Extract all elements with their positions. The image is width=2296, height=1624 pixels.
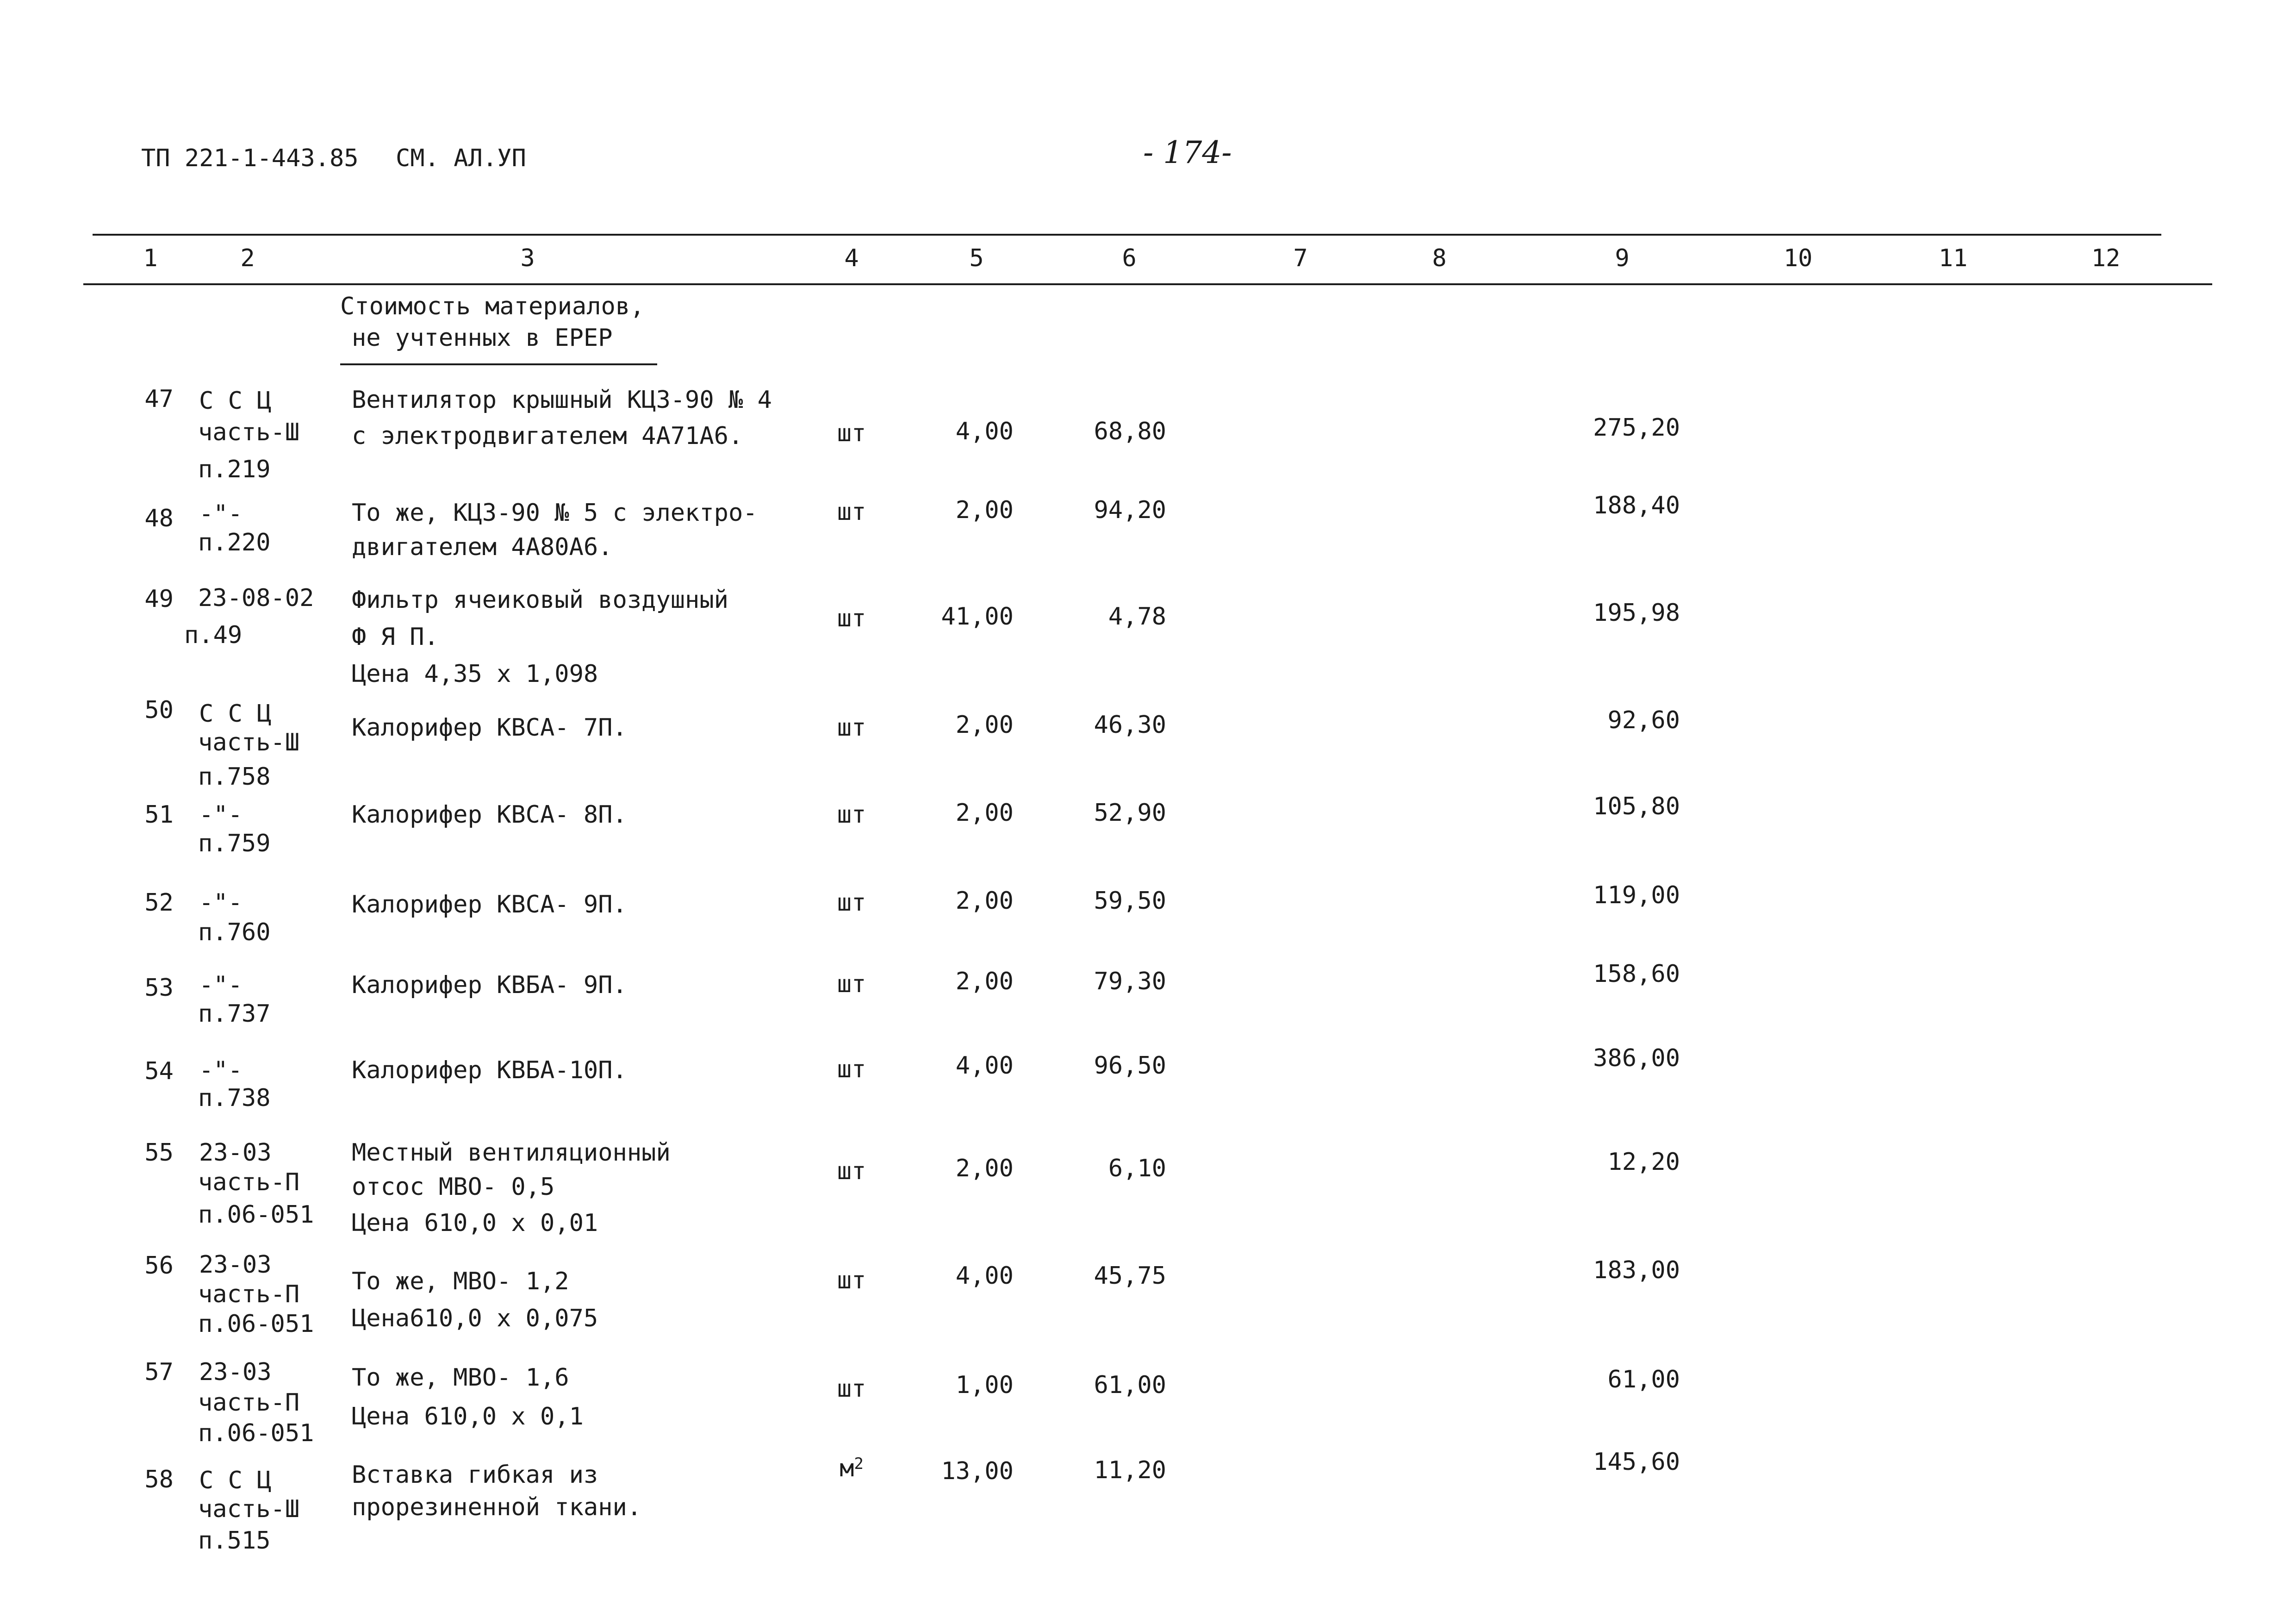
unit-price: 94,20 xyxy=(1094,496,1166,524)
row-number: 47 xyxy=(144,385,174,413)
price-reference: 23-03 xyxy=(199,1358,272,1386)
price-reference: п.758 xyxy=(198,763,271,791)
item-description: Цена 610,0 х 0,1 xyxy=(352,1403,584,1430)
column-header: 5 xyxy=(969,244,984,272)
column-header: 1 xyxy=(143,244,158,272)
total-cost: 188,40 xyxy=(1593,492,1680,519)
item-description: То же, МВО- 1,6 xyxy=(352,1364,569,1392)
total-cost: 158,60 xyxy=(1593,960,1680,988)
total-cost: 61,00 xyxy=(1607,1366,1680,1393)
price-reference: п.06-051 xyxy=(198,1310,314,1338)
quantity: 2,00 xyxy=(955,496,1014,524)
item-description: Калорифер КВСА- 8П. xyxy=(352,801,627,829)
unit-price: 4,78 xyxy=(1108,603,1166,631)
item-description: с электродвигателем 4А71А6. xyxy=(352,422,743,450)
quantity: 2,00 xyxy=(955,887,1014,915)
album-reference: СМ. АЛ.УП xyxy=(396,144,526,172)
price-reference: часть-Ш xyxy=(198,729,300,756)
row-number: 56 xyxy=(144,1252,174,1280)
price-reference: С С Ц xyxy=(199,1467,272,1494)
page-number: - 174- xyxy=(1143,135,1232,170)
quantity: 2,00 xyxy=(955,799,1014,827)
column-header: 3 xyxy=(520,244,535,272)
row-number: 52 xyxy=(144,889,174,917)
total-cost: 183,00 xyxy=(1593,1256,1680,1284)
price-reference: часть-Ш xyxy=(198,418,300,446)
price-reference: -"- xyxy=(199,1056,243,1084)
quantity: 13,00 xyxy=(941,1457,1014,1485)
price-reference: часть-П xyxy=(198,1389,300,1417)
quantity: 41,00 xyxy=(941,603,1014,631)
total-cost: 92,60 xyxy=(1607,706,1680,734)
section-heading-underline xyxy=(340,363,657,365)
item-description: отсос МВО- 0,5 xyxy=(352,1173,555,1201)
quantity: 1,00 xyxy=(955,1371,1014,1399)
unit-price: 79,30 xyxy=(1094,968,1166,995)
column-header: 9 xyxy=(1615,244,1630,272)
price-reference: п.06-051 xyxy=(198,1201,314,1229)
unit: шт xyxy=(837,1267,866,1294)
unit: шт xyxy=(837,498,866,526)
price-reference: 23-03 xyxy=(199,1139,272,1167)
price-reference: п.760 xyxy=(198,918,271,946)
unit: шт xyxy=(837,1375,866,1403)
unit: шт xyxy=(837,714,866,742)
row-number: 55 xyxy=(144,1139,174,1167)
unit: шт xyxy=(837,1157,866,1185)
item-description: Цена610,0 х 0,075 xyxy=(352,1305,598,1332)
column-header: 4 xyxy=(844,244,859,272)
price-reference: п.06-051 xyxy=(198,1419,314,1447)
unit-price: 59,50 xyxy=(1094,887,1166,915)
section-heading-line1: Стоимость материалов, xyxy=(340,293,645,320)
item-description: Цена 610,0 х 0,01 xyxy=(352,1209,598,1237)
total-cost: 275,20 xyxy=(1593,414,1680,442)
unit-price: 46,30 xyxy=(1094,711,1166,739)
total-cost: 195,98 xyxy=(1593,599,1680,627)
price-reference: п.738 xyxy=(198,1084,271,1112)
row-number: 49 xyxy=(144,585,174,613)
column-header: 8 xyxy=(1432,244,1447,272)
price-reference: часть-П xyxy=(198,1280,300,1308)
unit: шт xyxy=(837,605,866,632)
price-reference: п.220 xyxy=(198,529,271,556)
section-heading-line2: не учтенных в ЕРЕР xyxy=(352,324,613,352)
item-description: Калорифер КВБА-10П. xyxy=(352,1056,627,1084)
unit-price: 68,80 xyxy=(1094,418,1166,445)
unit-price: 61,00 xyxy=(1094,1371,1166,1399)
total-cost: 105,80 xyxy=(1593,793,1680,820)
quantity: 2,00 xyxy=(955,711,1014,739)
price-reference: п.759 xyxy=(198,830,271,857)
row-number: 58 xyxy=(144,1466,174,1493)
item-description: Вставка гибкая из xyxy=(352,1461,598,1489)
unit-price: 45,75 xyxy=(1094,1262,1166,1290)
price-reference: С С Ц xyxy=(199,700,272,728)
item-description: Калорифер КВСА- 7П. xyxy=(352,714,627,742)
item-description: То же, КЦЗ-90 № 5 с электро- xyxy=(352,499,758,527)
total-cost: 119,00 xyxy=(1593,881,1680,909)
item-description: двигателем 4А80А6. xyxy=(352,533,613,561)
row-number: 53 xyxy=(144,974,174,1002)
quantity: 2,00 xyxy=(955,968,1014,995)
quantity: 2,00 xyxy=(955,1155,1014,1182)
price-reference: часть-Ш xyxy=(198,1495,300,1523)
unit: шт xyxy=(837,419,866,447)
row-number: 57 xyxy=(144,1358,174,1386)
column-header: 6 xyxy=(1122,244,1137,272)
column-header: 7 xyxy=(1293,244,1308,272)
total-cost: 386,00 xyxy=(1593,1044,1680,1072)
price-reference: п.737 xyxy=(198,1000,271,1028)
item-description: Калорифер КВБА- 9П. xyxy=(352,971,627,999)
unit: $м^2$ xyxy=(840,1455,864,1482)
price-reference: -"- xyxy=(199,801,243,829)
column-header: 11 xyxy=(1938,244,1968,272)
price-reference: часть-П xyxy=(198,1168,300,1196)
total-cost: 12,20 xyxy=(1607,1148,1680,1176)
price-reference: п.49 xyxy=(184,621,243,649)
column-header: 12 xyxy=(2091,244,2121,272)
unit-price: 6,10 xyxy=(1108,1155,1166,1182)
row-number: 51 xyxy=(144,801,174,829)
item-description: Ф Я П. xyxy=(352,623,439,651)
item-description: Вентилятор крышный КЦЗ-90 № 4 xyxy=(352,386,772,414)
column-header: 10 xyxy=(1783,244,1813,272)
unit: шт xyxy=(837,889,866,917)
item-description: Цена 4,35 х 1,098 xyxy=(352,660,598,688)
quantity: 4,00 xyxy=(955,1262,1014,1290)
item-description: прорезиненной ткани. xyxy=(352,1493,642,1521)
total-cost: 145,60 xyxy=(1593,1448,1680,1476)
price-reference: -"- xyxy=(199,500,243,528)
item-description: То же, МВО- 1,2 xyxy=(352,1268,569,1295)
price-reference: -"- xyxy=(199,971,243,999)
document-code: ТП 221-1-443.85 xyxy=(141,144,359,172)
price-reference: п.219 xyxy=(198,456,271,483)
unit-price: 96,50 xyxy=(1094,1052,1166,1080)
row-number: 54 xyxy=(144,1057,174,1085)
unit: шт xyxy=(837,801,866,829)
price-reference: 23-03 xyxy=(199,1251,272,1279)
table-top-rule xyxy=(93,234,2161,236)
row-number: 50 xyxy=(144,696,174,724)
price-reference: С С Ц xyxy=(199,387,272,415)
column-header: 2 xyxy=(240,244,255,272)
row-number: 48 xyxy=(144,505,174,532)
unit: шт xyxy=(837,970,866,998)
table-header-rule xyxy=(83,283,2212,285)
unit: шт xyxy=(837,1056,866,1083)
price-reference: п.515 xyxy=(198,1527,271,1555)
unit-price: 11,20 xyxy=(1094,1456,1166,1484)
item-description: Местный вентиляционный xyxy=(352,1139,671,1167)
item-description: Фильтр ячеиковый воздушный xyxy=(352,586,728,614)
price-reference: -"- xyxy=(199,889,243,917)
item-description: Калорифер КВСА- 9П. xyxy=(352,891,627,918)
unit-price: 52,90 xyxy=(1094,799,1166,827)
quantity: 4,00 xyxy=(955,1052,1014,1080)
price-reference: 23-08-02 xyxy=(198,584,314,612)
quantity: 4,00 xyxy=(955,418,1014,445)
